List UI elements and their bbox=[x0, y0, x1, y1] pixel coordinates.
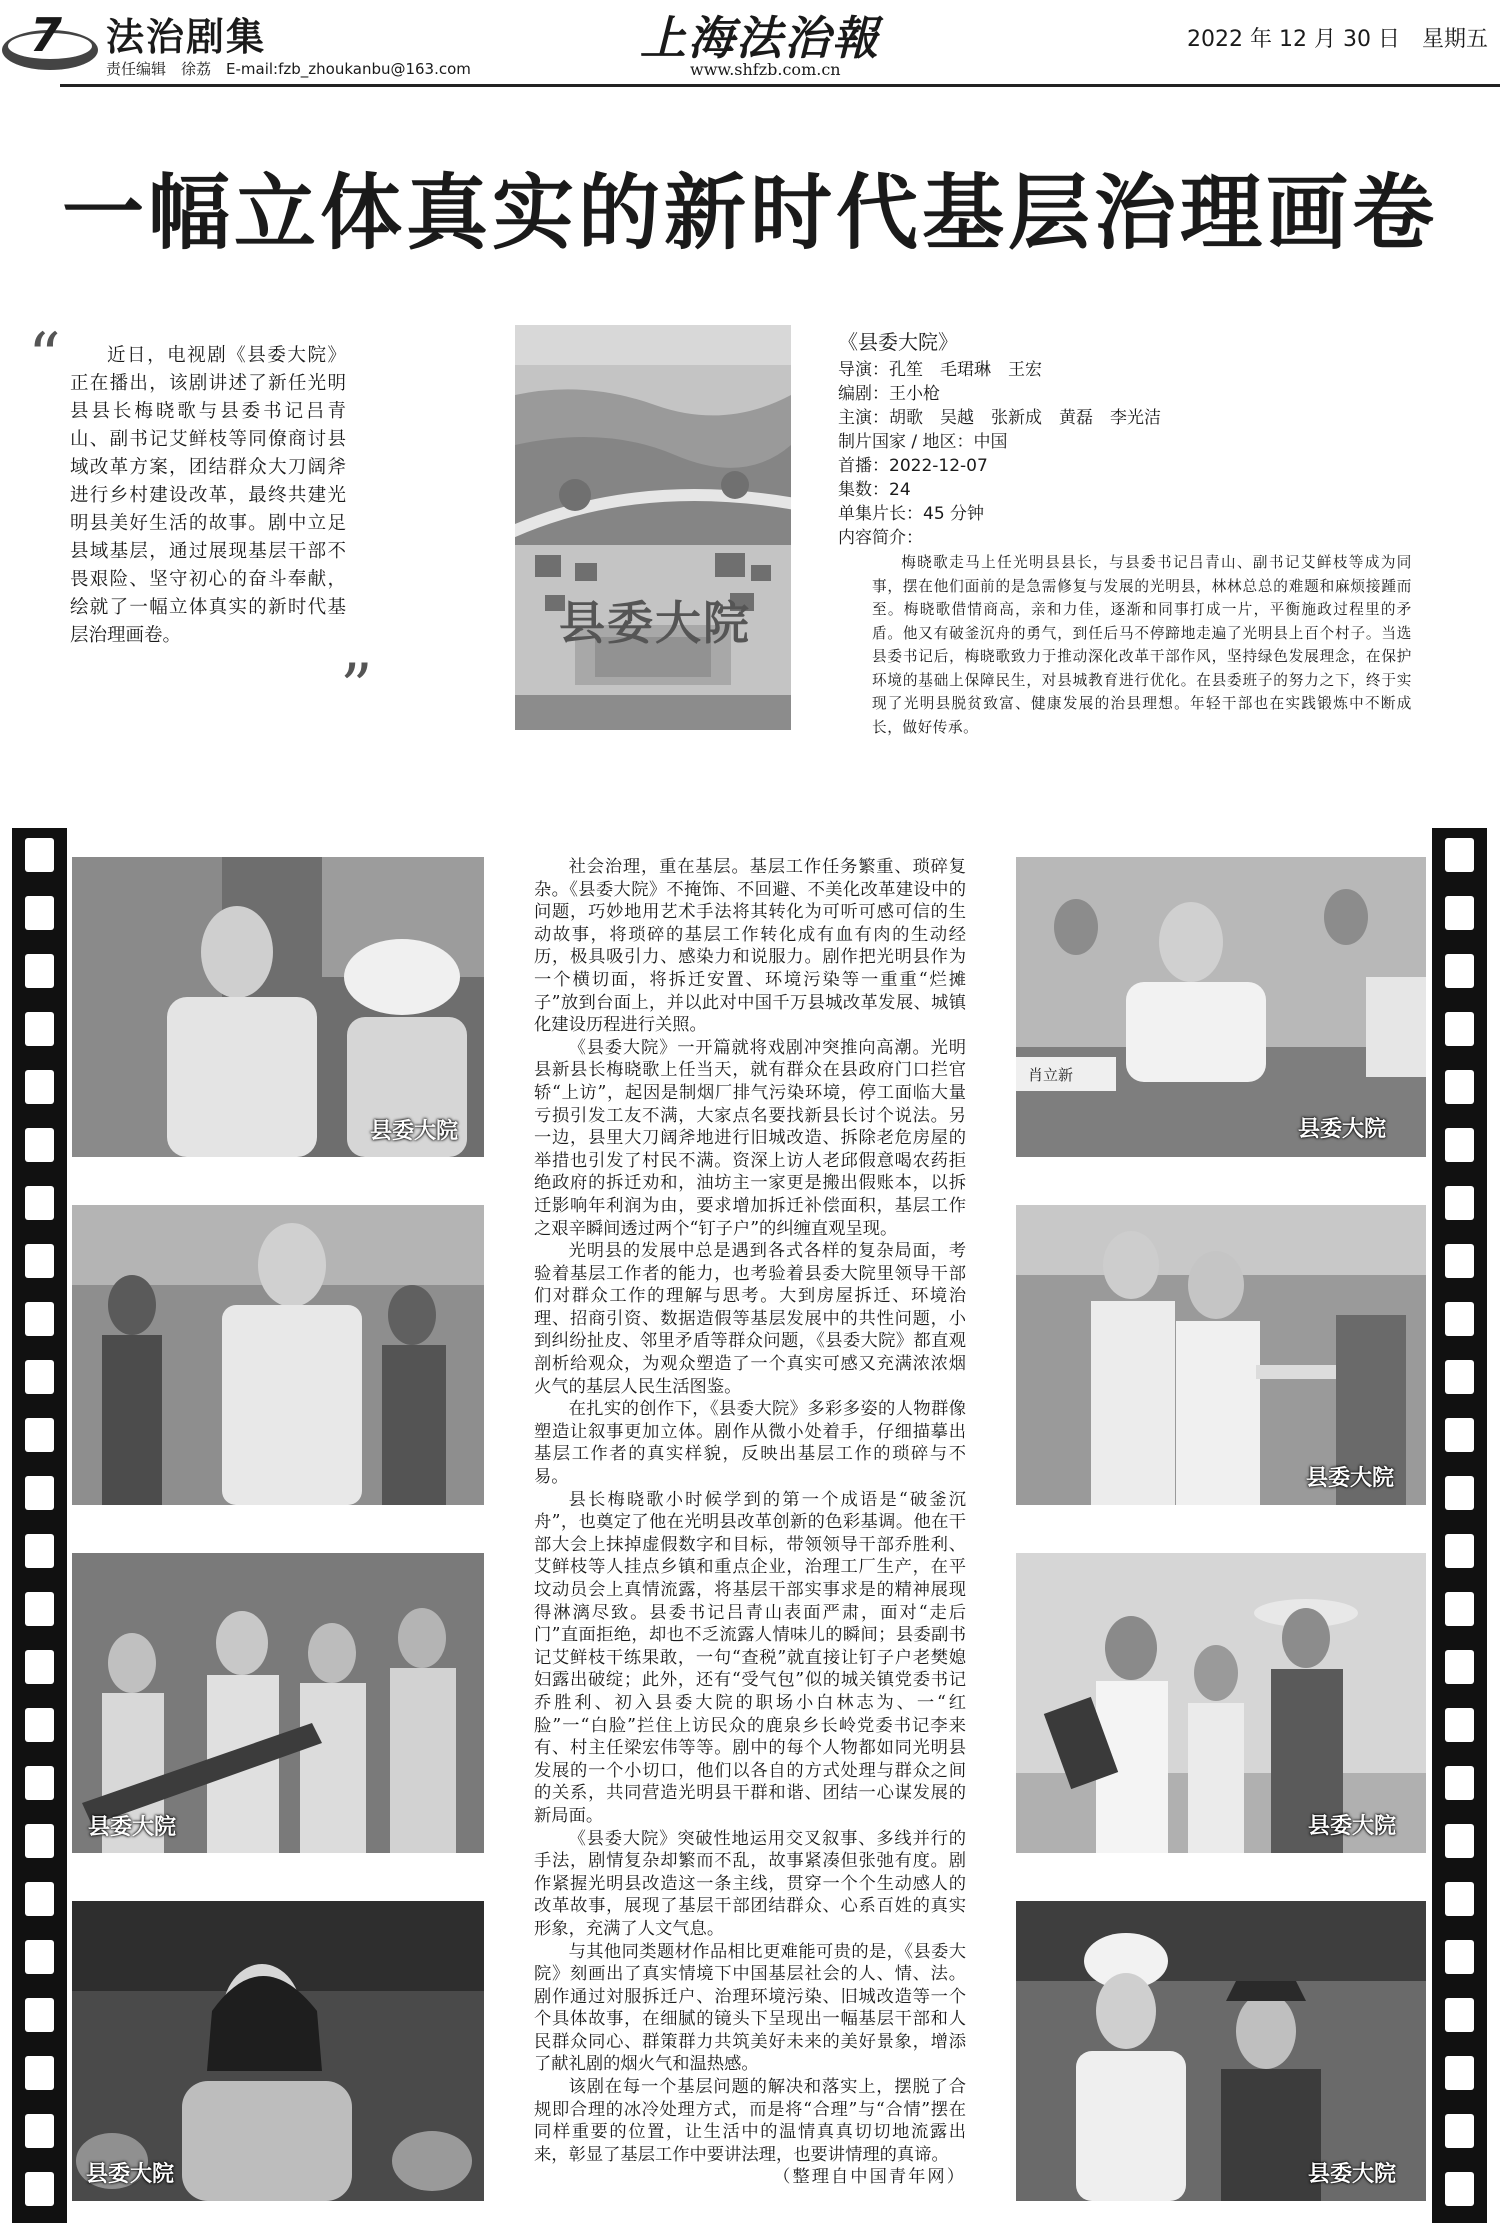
info-runtime: 单集片长：45 分钟 bbox=[838, 504, 985, 524]
still-photo-2 bbox=[72, 1205, 484, 1505]
still-caption-5: 县委大院 bbox=[1298, 1117, 1387, 1142]
sprocket-hole bbox=[25, 1476, 54, 1510]
sprocket-hole bbox=[1445, 1882, 1474, 1916]
still-photo-3 bbox=[72, 1553, 484, 1853]
page-number-badge bbox=[0, 10, 100, 74]
poster-title: 县委大院 bbox=[559, 596, 751, 650]
sprocket-hole bbox=[25, 1708, 54, 1742]
name-placard: 肖立新 bbox=[1028, 1066, 1074, 1084]
film-strip-right bbox=[1432, 828, 1487, 2223]
sprocket-hole bbox=[25, 1824, 54, 1858]
sprocket-hole bbox=[1445, 1244, 1474, 1278]
sprocket-hole bbox=[1445, 1824, 1474, 1858]
sprocket-hole bbox=[1445, 1998, 1474, 2032]
still-photo-1 bbox=[72, 857, 484, 1157]
still-caption-6: 县委大院 bbox=[1306, 1466, 1395, 1491]
sprocket-hole bbox=[1445, 1476, 1474, 1510]
drama-info bbox=[838, 330, 1398, 550]
info-country: 制片国家 / 地区：中国 bbox=[838, 432, 1008, 452]
sprocket-hole bbox=[25, 1302, 54, 1336]
sprocket-hole bbox=[1445, 1418, 1474, 1452]
still-photo-7 bbox=[1016, 1553, 1426, 1853]
sprocket-hole bbox=[25, 2114, 54, 2148]
sprocket-hole bbox=[1445, 1766, 1474, 1800]
info-synopsis-label: 内容简介： bbox=[838, 528, 923, 548]
sprocket-hole bbox=[25, 1418, 54, 1452]
sprocket-hole bbox=[25, 2056, 54, 2090]
sprocket-hole bbox=[25, 1128, 54, 1162]
sprocket-hole bbox=[25, 1998, 54, 2032]
sprocket-hole bbox=[25, 896, 54, 930]
sprocket-hole bbox=[1445, 954, 1474, 988]
header-rule bbox=[60, 84, 1500, 87]
sprocket-hole bbox=[1445, 896, 1474, 930]
sprocket-hole bbox=[25, 1882, 54, 1916]
info-premiere: 首播：2022-12-07 bbox=[838, 456, 988, 476]
sprocket-hole bbox=[25, 1650, 54, 1684]
info-writer: 编剧：王小枪 bbox=[838, 384, 940, 404]
sprocket-hole bbox=[1445, 1592, 1474, 1626]
article-source: （整理自中国青年网） bbox=[773, 2167, 966, 2188]
section-title: 法治剧集 bbox=[106, 15, 267, 59]
still-photo-6 bbox=[1016, 1205, 1426, 1505]
body-paragraph-2: 《县委大院》一开篇就将戏剧冲突推向高潮。光明县新县长梅晓歌上任当天，就有群众在县政府门口拦官轿“上访”，起因是制烟厂排气污染环境，停工面临大量亏损引发工友不满，大家点名要找新县长讨个说法。另一边，县里大刀阔斧地进行旧城改造、拆除老危房屋的举措也引发了村民不满。资深上访人老邱假意喝农药拒绝政府的拆迁劝和，油坊主一家更是搬出假账本，以拆迁影响年利润为由，要求增加拆迁补偿面积，基层工作之艰辛瞬间透过两个“钉子户”的纠缠直观呈现。 bbox=[534, 1037, 966, 1239]
body-paragraph-5: 县长梅晓歌小时候学到的第一个成语是“破釜沉舟”，也奠定了他在光明县改革创新的色彩基调。他在干部大会上抹掉虚假数字和目标，带领领导干部乔胜利、艾鲜枝等人挂点乡镇和重点企业，治理工厂生产，在平坟动员会上真情流露，将基层干部实事求是的精神展现得淋漓尽致。县委书记吕青山表面严肃，面对“走后门”直面拒绝，却也不乏流露人情味儿的瞬间；县委副书记艾鲜枝干练果敢，一句“查税”就直接让钉子户老樊媳妇露出破绽；此外，还有“受气包”似的城关镇党委书记乔胜利、初入县委大院的职场小白林志为、一“红脸”一“白脸”拦住上访民众的鹿泉乡长岭党委书记李来有、村主任梁宏伟等等。剧中的每个人物都如同光明县发展的一个小切口，他们以各自的方式处理与群众之间的关系，共同营造光明县干群和谐、团结一心谋发展的新局面。 bbox=[534, 1489, 966, 1826]
headline: 一幅立体真实的新时代基层治理画卷 bbox=[61, 166, 1438, 261]
sprocket-hole bbox=[25, 1534, 54, 1568]
sprocket-hole bbox=[25, 2172, 54, 2206]
sprocket-hole bbox=[25, 1012, 54, 1046]
still-caption-8: 县委大院 bbox=[1308, 2162, 1397, 2187]
open-quote-mark: “ bbox=[28, 320, 61, 394]
still-caption-1: 县委大院 bbox=[370, 1119, 459, 1144]
intro-paragraph: 近日，电视剧《县委大院》正在播出，该剧讲述了新任光明县县长梅晓歌与县委书记吕青山、副书记艾鲜枝等同僚商讨县域改革方案，团结群众大刀阔斧进行乡村建设改革，最终共建光明县美好生活的故事。剧中立足县域基层，通过展现基层干部不畏艰险、坚守初心的奋斗奉献，绘就了一幅立体真实的新时代基层治理画卷。 bbox=[70, 345, 346, 646]
body-paragraph-3: 光明县的发展中总是遇到各式各样的复杂局面，考验着基层工作者的能力，也考验着县委大院里领导干部们对群众工作的理解与思考。大到房屋拆迁、环境治理、招商引资、数据造假等基层发展中的共性问题，小到纠纷扯皮、邻里矛盾等群众问题，《县委大院》都直观剖析给观众，为观众塑造了一个真实可感又充满浓浓烟火气的基层人民生活图鉴。 bbox=[534, 1241, 966, 1397]
sprocket-hole bbox=[1445, 838, 1474, 872]
sprocket-hole bbox=[1445, 1302, 1474, 1336]
synopsis-text: 梅晓歌走马上任光明县县长，与县委书记吕青山、副书记艾鲜枝等成为同事，摆在他们面前的是急需修复与发展的光明县，林林总总的难题和麻烦接踵而至。梅晓歌借情商高，亲和力佳，逐渐和同事打成一片，平衡施政过程里的矛盾。他又有破釜沉舟的勇气，到任后马不停蹄地走遍了光明县上百个村子。当选县委书记后，梅晓歌致力于推动深化改革干部作风，坚持绿色发展理念，在保护环境的基础上保障民生，对县城教育进行优化。在县委班子的努力之下，终于实现了光明县脱贫致富、健康发展的治县理想。年轻干部也在实践锻炼中不断成长，做好传承。 bbox=[872, 554, 1412, 736]
still-caption-4: 县委大院 bbox=[86, 2162, 175, 2187]
sprocket-hole bbox=[25, 1070, 54, 1104]
sprocket-hole bbox=[1445, 1534, 1474, 1568]
sprocket-hole bbox=[25, 1186, 54, 1220]
body-paragraph-4: 在扎实的创作下，《县委大院》多彩多姿的人物群像塑造让叙事更加立体。剧作从微小处着手，仔细描摹出基层工作者的真实样貌，反映出基层工作的琐碎与不易。 bbox=[534, 1399, 966, 1488]
info-cast: 主演：胡歌 吴越 张新成 黄磊 李光洁 bbox=[838, 408, 1161, 428]
sprocket-hole bbox=[25, 1940, 54, 1974]
info-title: 《县委大院》 bbox=[838, 330, 958, 354]
sprocket-hole bbox=[1445, 1012, 1474, 1046]
masthead-logo: 上海法治報 bbox=[640, 11, 880, 65]
body-paragraph-7: 与其他同类题材作品相比更难能可贵的是，《县委大院》刻画出了真实情境下中国基层社会的人、情、法。剧作通过対服拆迁户、治理环境污染、旧城改造等一个个具体故事，在细腻的镜头下呈现出一幅基层干部和人民群众同心、群策群力共筑美好未来的美好景象，增添了献礼剧的烟火气和温热感。 bbox=[534, 1941, 966, 2075]
sprocket-hole bbox=[25, 954, 54, 988]
editor-line: 责任编辑 徐荔 E-mail:fzb_zhoukanbu@163.com bbox=[106, 60, 471, 78]
sprocket-hole bbox=[1445, 1186, 1474, 1220]
sprocket-hole bbox=[1445, 1708, 1474, 1742]
article-body bbox=[534, 856, 966, 2189]
body-paragraph-6: 《县委大院》突破性地运用交叉叙事、多线并行的手法，剧情复杂却繁而不乱，故事紧凑但张弛有度。剧作紧握光明县改造这一条主线，贯穿一个个生动感人的改革故事，展现了基层干部团结群众、心系百姓的真实形象，充满了人文气息。 bbox=[534, 1828, 966, 1939]
still-caption-7: 县委大院 bbox=[1308, 1814, 1397, 1839]
info-episodes: 集数：24 bbox=[838, 480, 911, 500]
still-photo-8 bbox=[1016, 1901, 1426, 2201]
sprocket-hole bbox=[1445, 2056, 1474, 2090]
still-photo-4 bbox=[72, 1901, 484, 2201]
page-number: 7 bbox=[30, 8, 63, 62]
sprocket-hole bbox=[1445, 1650, 1474, 1684]
website-url: www.shfzb.com.cn bbox=[690, 60, 841, 79]
sprocket-hole bbox=[25, 838, 54, 872]
sprocket-hole bbox=[1445, 1128, 1474, 1162]
sprocket-hole bbox=[1445, 1940, 1474, 1974]
still-caption-3: 县委大院 bbox=[88, 1815, 177, 1840]
sprocket-hole bbox=[25, 1244, 54, 1278]
sprocket-hole bbox=[1445, 2172, 1474, 2206]
film-strip-left bbox=[12, 828, 67, 2223]
sprocket-hole bbox=[25, 1592, 54, 1626]
sprocket-hole bbox=[25, 1766, 54, 1800]
sprocket-hole bbox=[1445, 2114, 1474, 2148]
sprocket-hole bbox=[1445, 1360, 1474, 1394]
drama-poster bbox=[515, 325, 791, 730]
body-paragraph-8: 该剧在每一个基层问题的解决和落实上，摆脱了合规即合理的冰冷处理方式，而是将“合理”与“合情”摆在同样重要的位置，让生活中的温情真真切切地流露出来，彰显了基层工作中要讲法理，也要讲情理的真谛。 bbox=[534, 2077, 966, 2165]
close-quote-mark: ” bbox=[340, 651, 373, 725]
dateline: 2022 年 12 月 30 日 星期五 bbox=[1187, 27, 1488, 52]
info-director: 导演：孔笙 毛珺琳 王宏 bbox=[838, 360, 1042, 380]
sprocket-hole bbox=[25, 1360, 54, 1394]
sprocket-hole bbox=[1445, 1070, 1474, 1104]
body-paragraph-1: 社会治理，重在基层。基层工作任务繁重、琐碎复杂。《县委大院》不掩饰、不回避、不美化改革建设中的问题，巧妙地用艺术手法将其转化为可听可感可信的生动故事，将琐碎的基层工作转化成有血有肉的生动经历，极具吸引力、感染力和说服力。剧作把光明县作为一个横切面，将拆迁安置、环境污染等一重重“烂摊子”放到台面上，并以此对中国千万县城改革发展、城镇化建设历程进行关照。 bbox=[534, 857, 966, 1036]
still-photo-5 bbox=[1016, 857, 1426, 1157]
